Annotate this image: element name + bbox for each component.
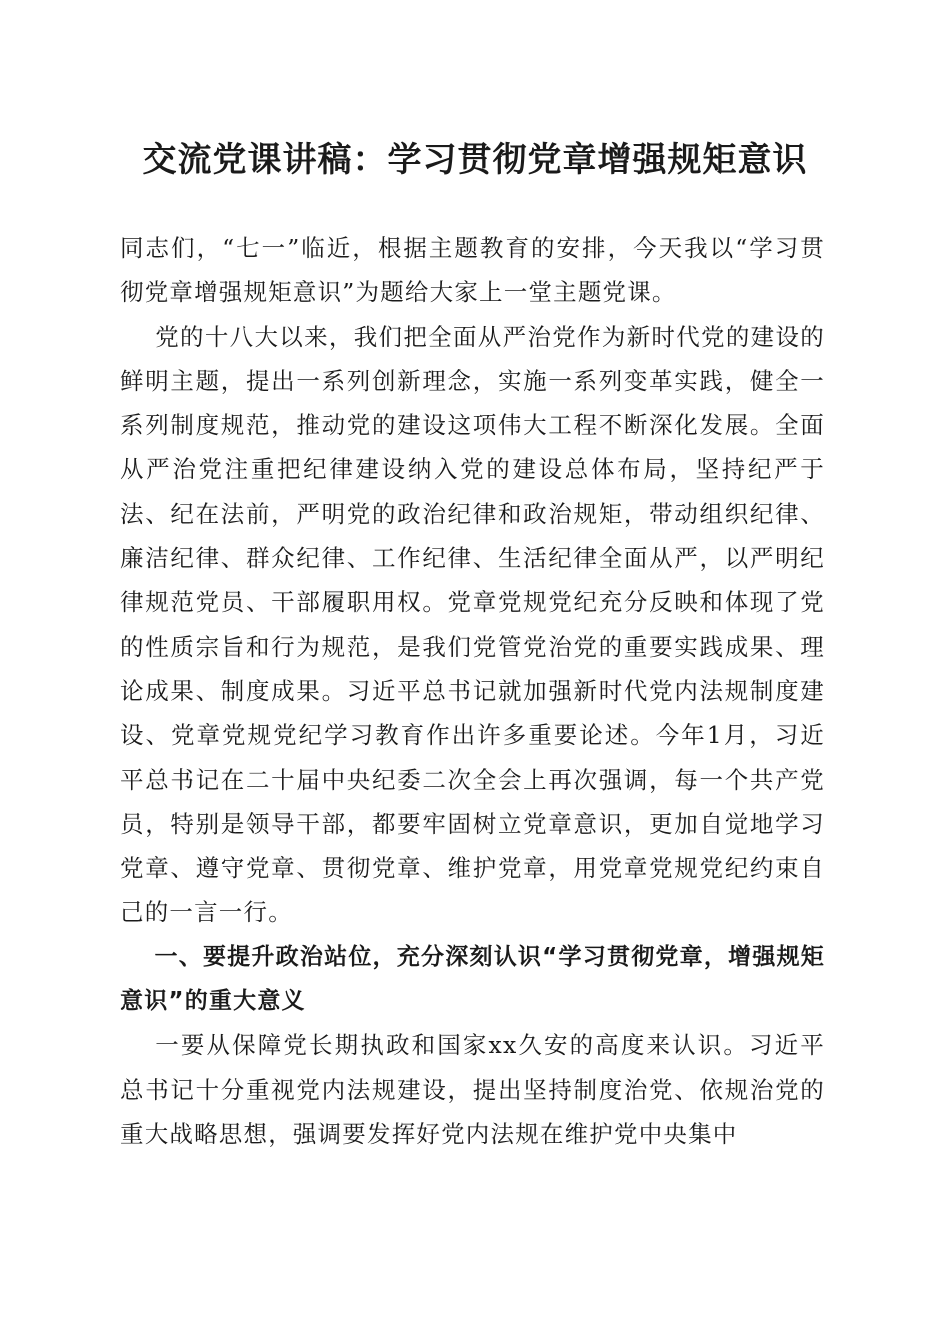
paragraph-opening: 同志们，“七一”临近，根据主题教育的安排，今天我以“学习贯彻党章增强规矩意识”为题给大家上一堂主题党课。 xyxy=(120,234,825,307)
paragraph-background: 党的十八大以来，我们把全面从严治党作为新时代党的建设的鲜明主题，提出一系列创新理念，实施一系列变革实践，健全一系列制度规范，推动党的建设这项伟大工程不断深化发展。全面从严治党注重把纪律建设纳入党的建设总体布局，坚持纪严于法、纪在法前，严明党的政治纪律和政治规矩，带动组织纪律、廉洁纪律、群众纪律、工作纪律、生活纪律全面从严，以严明纪律规范党员、干部履职用权。党章党规党纪充分反映和体现了党的性质宗旨和行为规范，是我们党管党治党的重要实践成果、理论成果、制度成果。习近平总书记就加强新时代党内法规制度建设、党章党规党纪学习教育作出许多重要论述。今年1月，习近平总书记在二十届中央纪委二次全会上再次强调，每一个共产党员，特别是领导干部，都要牢固树立党章意识，更加自觉地学习党章、遵守党章、贯彻党章、维护党章，用党章党规党纪约束自己的一言一行。 xyxy=(120,322,825,927)
document-title: 交流党课讲稿：学习贯彻党章增强规矩意识 xyxy=(142,140,808,180)
document-body xyxy=(120,226,825,1156)
paragraph-point-1: 一要从保障党长期执政和国家xx久安的高度来认识。习近平总书记十分重视党内法规建设，提出坚持制度治党、依规治党的重大战略思想，强调要发挥好党内法规在维护党中央集中 xyxy=(120,1031,825,1148)
section-heading-1: 一、要提升政治站位，充分深刻认识“学习贯彻党章，增强规矩意识”的重大意义 xyxy=(120,943,825,1015)
